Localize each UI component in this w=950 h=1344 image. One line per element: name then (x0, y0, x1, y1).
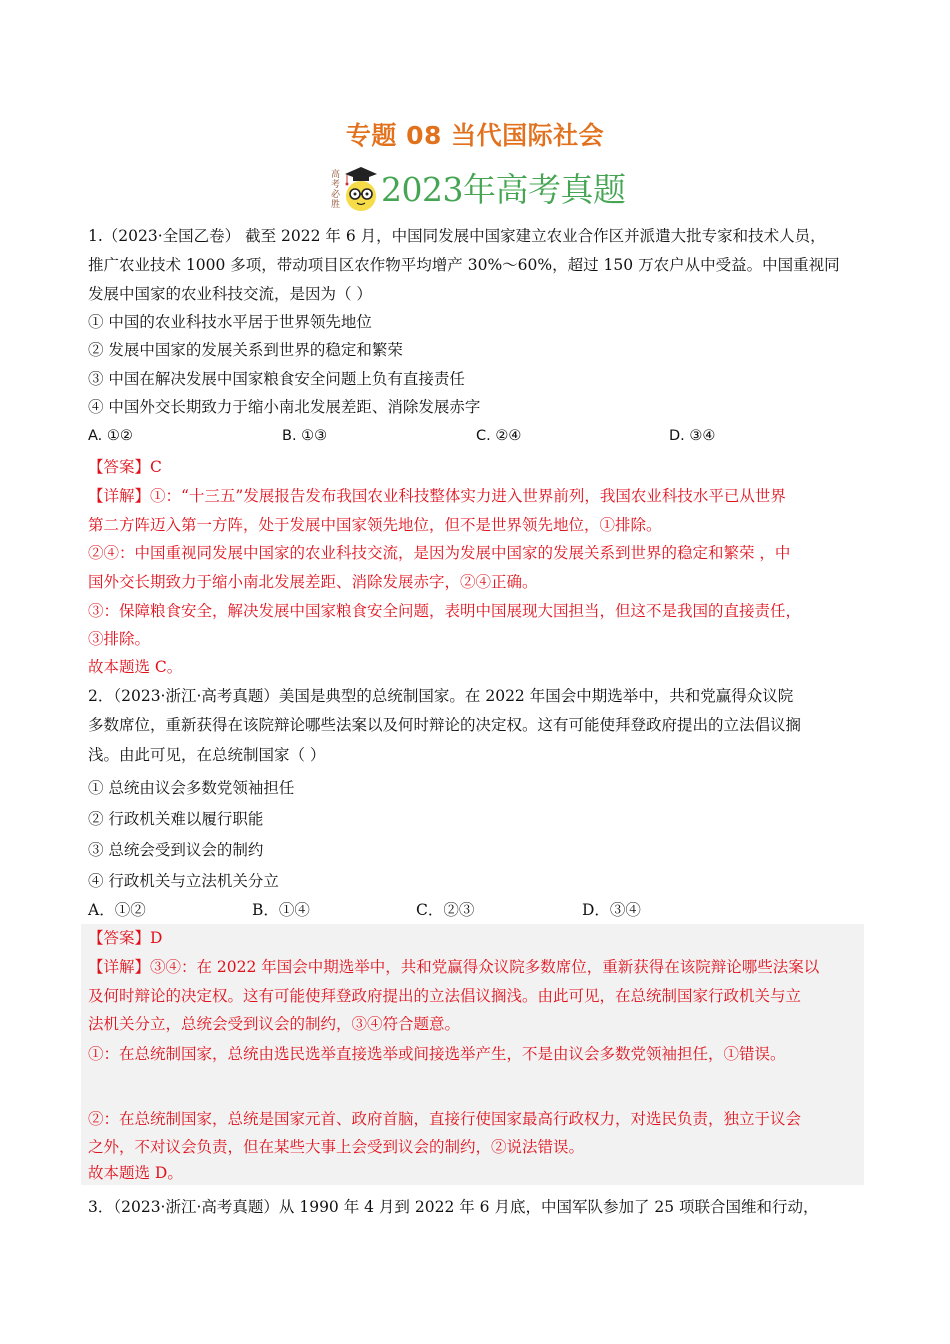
q2-statement: ① 总统由议会多数党领袖担任 (88, 779, 295, 797)
q2-option-c: C．②③ (416, 901, 475, 919)
q2-stem-line: 多数席位，重新获得在该院辩论哪些法案以及何时辩论的决定权。这有可能使拜登政府提出的立法倡议搁 (88, 716, 802, 734)
q1-explanation-line: 国外交长期致力于缩小南北发展差距、消除发展赤字，②④正确。 (88, 573, 538, 591)
motto-char: 必 (331, 190, 341, 200)
exam-banner (331, 163, 626, 215)
q2-stem-line: 浅。由此可见，在总统制国家（ ） (88, 746, 326, 764)
motto-char: 胜 (331, 200, 341, 210)
q1-stem-line: 发展中国家的农业科技交流，是因为（ ） (88, 285, 372, 303)
q2-statement: ④ 行政机关与立法机关分立 (88, 872, 279, 890)
q2-option-d: D．③④ (582, 901, 641, 919)
q1-stem-line: 推广农业技术 1000 多项，带动项目区农作物平均增产 30%～60%，超过 150 万农户从中受益。中国重视同 (88, 256, 840, 274)
q1-option-c: C. ②④ (476, 428, 522, 444)
q1-explanation-line: ③：保障粮食安全，解决发展中国家粮食安全问题，表明中国展现大国担当，但这不是我国的直接责任， (88, 602, 802, 620)
q2-answer: 【答案】D (88, 929, 163, 947)
q1-statement: ④ 中国外交长期致力于缩小南北发展差距、消除发展赤字 (88, 398, 481, 416)
q1-option-a: A. ①② (88, 428, 133, 444)
q2-statement: ② 行政机关难以履行职能 (88, 810, 264, 828)
q1-statement: ③ 中国在解决发展中国家粮食安全问题上负有直接责任 (88, 370, 465, 388)
q1-explanation-line: ②④：中国重视同发展中国家的农业科技交流，是因为发展中国家的发展关系到世界的稳定和繁荣 ，中 (88, 544, 791, 562)
motto-vertical-text (331, 170, 340, 210)
q1-statement: ② 发展中国家的发展关系到世界的稳定和繁荣 (88, 341, 403, 359)
q3-stem-line: 3．（2023·浙江·高考真题）从 1990 年 4 月到 2022 年 6 月底，中国军队参加了 25 项联合国维和行动， (88, 1198, 819, 1216)
q2-explanation-line: 及何时辩论的决定权。这有可能使拜登政府提出的立法倡议搁浅。由此可见，在总统制国家行政机关与立 (88, 987, 802, 1005)
q2-explanation-line: 之外，不对议会负责，但在某些大事上会受到议会的制约，②说法错误。 (88, 1138, 585, 1156)
q1-answer: 【答案】C (88, 458, 162, 476)
q2-conclusion: 故本题选 D。 (88, 1164, 183, 1182)
q2-explanation-line: 法机关分立，总统会受到议会的制约，③④符合题意。 (88, 1015, 461, 1033)
q1-statement: ① 中国的农业科技水平居于世界领先地位 (88, 313, 372, 331)
page-title: 专题 08 当代国际社会 (345, 121, 605, 150)
q2-option-a: A．①② (88, 901, 146, 919)
q1-option-b: B. ①③ (282, 428, 328, 444)
q1-explanation-line: 【详解】①：“十三五”发展报告发布我国农业科技整体实力进入世界前列，我国农业科技水平已从世界 (88, 487, 786, 505)
q2-stem-line: 2．（2023·浙江·高考真题）美国是典型的总统制国家。在 2022 年国会中期选举中，共和党赢得众议院 (88, 687, 794, 705)
q1-option-d: D. ③④ (669, 428, 716, 444)
q2-explanation-line: ②：在总统制国家，总统是国家元首、政府首脑，直接行使国家最高行政权力，对选民负责，独立于议会 (88, 1110, 802, 1128)
q2-statement: ③ 总统会受到议会的制约 (88, 841, 264, 859)
q2-option-b: B．①④ (252, 901, 310, 919)
q1-explanation-line: 第二方阵迈入第一方阵，处于发展中国家领先地位，但不是世界领先地位，①排除。 (88, 516, 662, 534)
q2-explanation-line: 【详解】③④：在 2022 年国会中期选举中，共和党赢得众议院多数席位，重新获得在该院辩论哪些法案以 (88, 958, 820, 976)
graduate-mascot-icon (343, 165, 379, 213)
q1-explanation-line: ③排除。 (88, 630, 151, 648)
q1-conclusion: 故本题选 C。 (88, 658, 183, 676)
banner-title: 2023年高考真题 (381, 169, 626, 209)
motto-char: 高 (331, 170, 341, 180)
q2-explanation-line: ①：在总统制国家，总统由选民选举直接选举或间接选举产生，不是由议会多数党领袖担任，①错误。 (88, 1045, 786, 1063)
motto-char: 考 (331, 180, 341, 190)
q1-stem-line: 1.（2023·全国乙卷） 截至 2022 年 6 月，中国同发展中国家建立农业合作区并派遣大批专家和技术人员， (88, 227, 826, 245)
